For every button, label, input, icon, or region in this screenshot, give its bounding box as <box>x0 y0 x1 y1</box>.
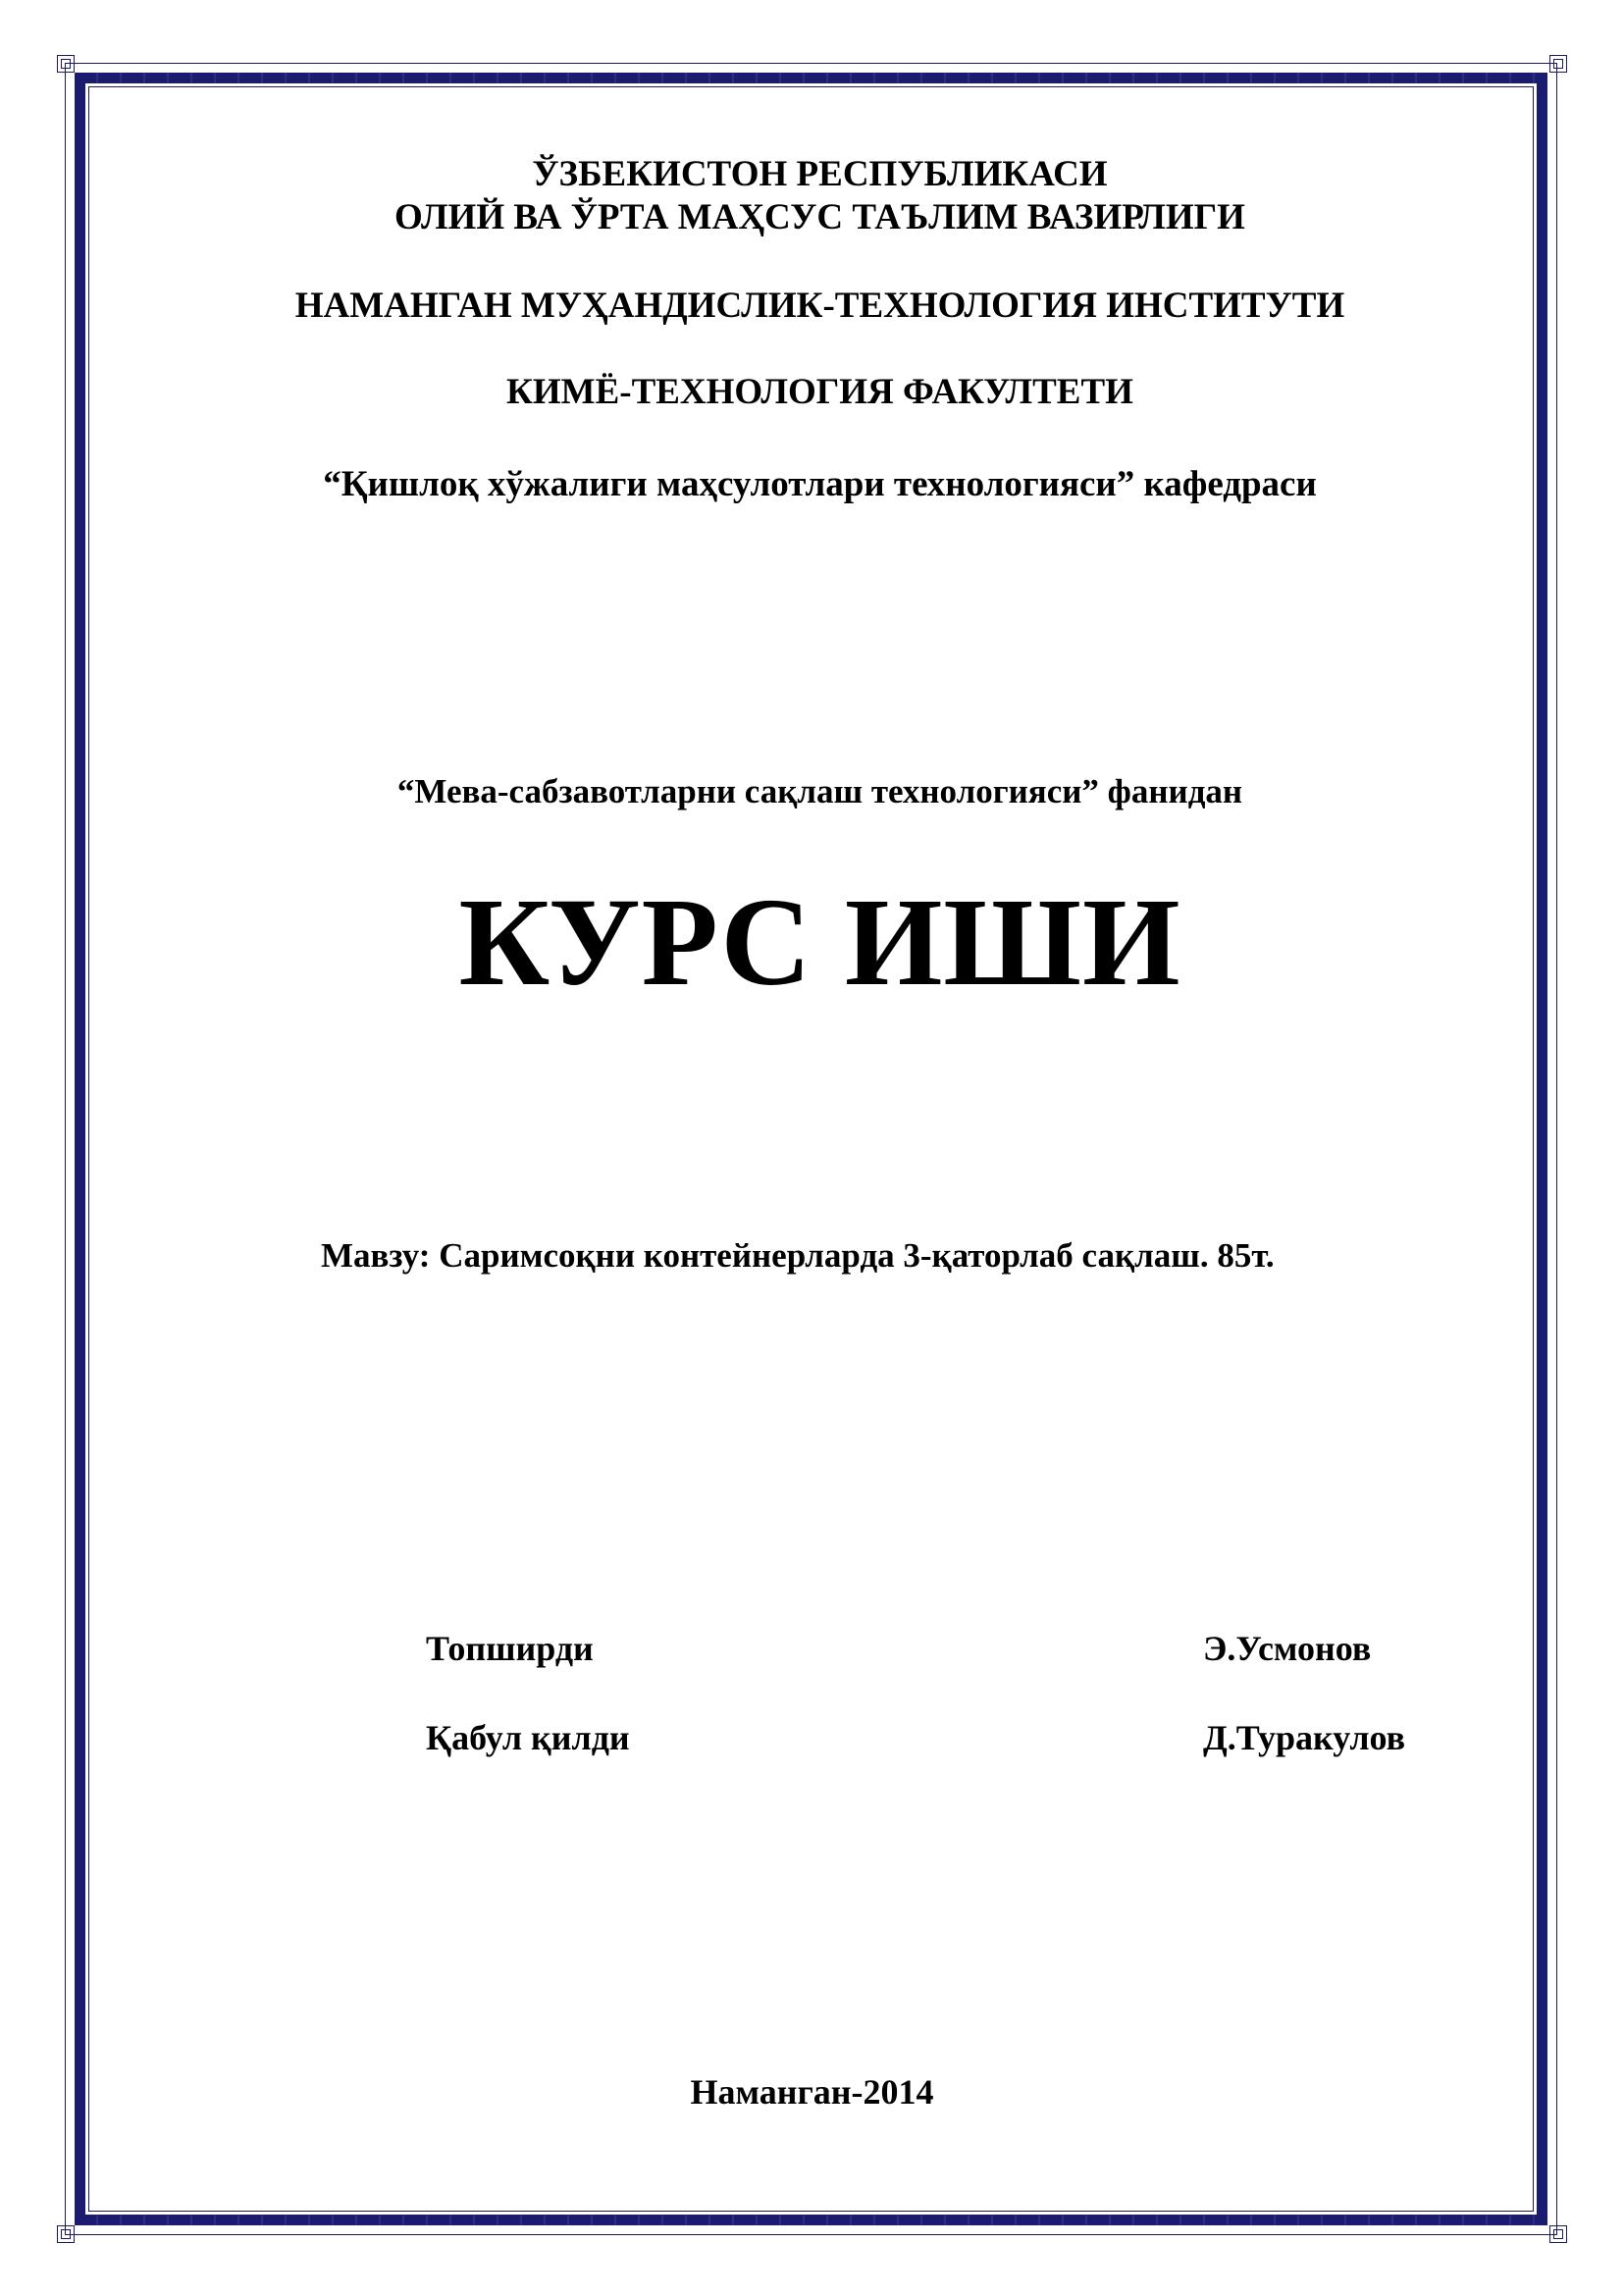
ministry-title-line-1: ЎЗБЕКИСТОН РЕСПУБЛИКАСИ <box>532 154 1108 194</box>
border-corner-ornament <box>51 2219 80 2249</box>
document-title: КУРС ИШИ <box>458 872 1181 1012</box>
accepted-by-label: Қабул қилди <box>426 1718 630 1757</box>
border-corner-ornament <box>1544 2219 1573 2249</box>
submitted-by-label: Топширди <box>426 1629 594 1668</box>
ministry-title-line-2: ОЛИЙ ВА ЎРТА МАҲСУС ТАЪЛИМ ВАЗИРЛИГИ <box>394 197 1245 237</box>
faculty-name: КИМЁ-ТЕХНОЛОГИЯ ФАКУЛТЕТИ <box>506 372 1133 412</box>
subject-line: “Мева-сабзавотларни сақлаш технологияси” фанидан <box>396 772 1243 810</box>
border-corner-ornament <box>1544 49 1573 78</box>
department-name: “Қишлоқ хўжалиги маҳсулотлари технологияси” кафедраси <box>323 464 1317 504</box>
submitted-by-name: Э.Усмонов <box>1203 1629 1372 1668</box>
place-and-year: Наманган-2014 <box>690 2072 934 2112</box>
border-corner-ornament <box>51 49 80 78</box>
institute-name: НАМАНГАН МУҲАНДИСЛИК-ТЕХНОЛОГИЯ ИНСТИТУТИ <box>294 286 1345 326</box>
accepted-by-name: Д.Туракулов <box>1203 1718 1406 1757</box>
topic-line: Мавзу: Саримсоқни контейнерларда 3-қаторлаб сақлаш. 85т. <box>321 1236 1275 1275</box>
